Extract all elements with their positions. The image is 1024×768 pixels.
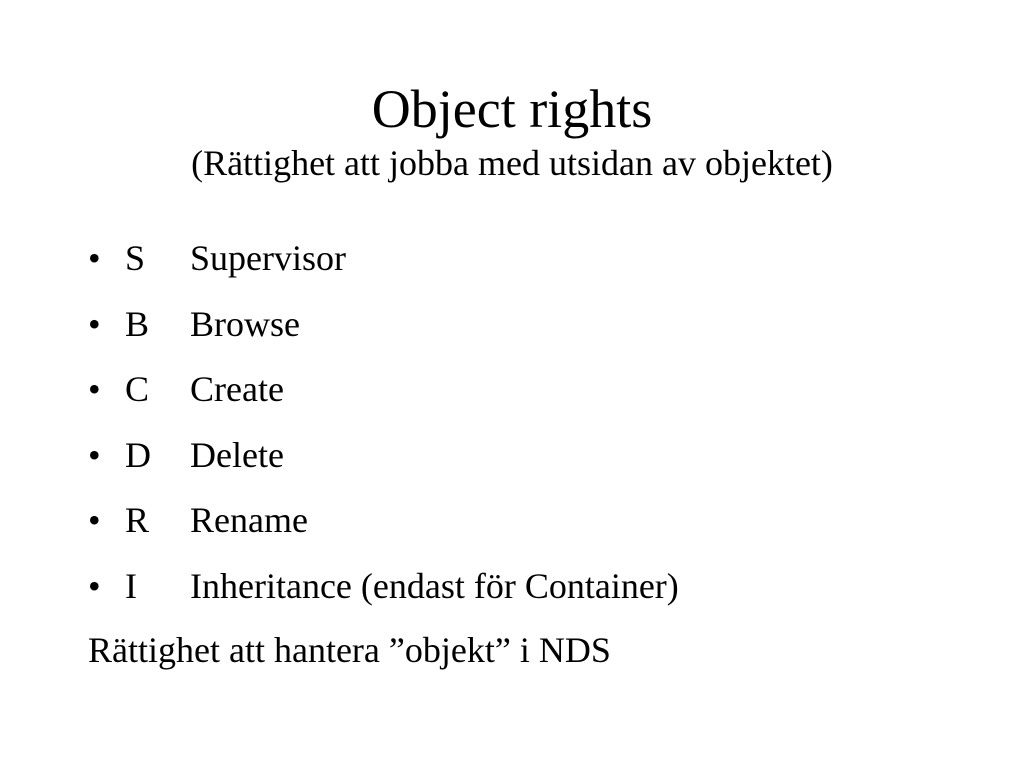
- right-label: Browse: [190, 303, 300, 344]
- title-block: [0, 78, 1024, 186]
- list-item-rename: [88, 494, 679, 560]
- bullet-icon: •: [88, 434, 101, 475]
- right-code: S: [125, 238, 146, 278]
- right-label: Inheritance (endast för Container): [190, 565, 679, 606]
- right-label: Supervisor: [190, 238, 346, 278]
- bullet-icon: •: [88, 369, 101, 409]
- slide-title: Object rights: [371, 79, 653, 139]
- right-label: Delete: [190, 434, 284, 475]
- rights-list: [88, 232, 679, 625]
- right-code: I: [125, 565, 137, 606]
- list-item-supervisor: [88, 232, 679, 298]
- bullet-icon: •: [88, 238, 101, 278]
- slide-subtitle: (Rättighet att jobba med utsidan av objektet): [191, 143, 833, 183]
- right-code: B: [125, 303, 150, 344]
- right-code: D: [125, 434, 151, 475]
- bullet-icon: •: [88, 565, 101, 606]
- bullet-icon: •: [88, 303, 101, 344]
- right-label: Create: [190, 369, 284, 409]
- right-code: R: [125, 500, 150, 540]
- right-code: C: [125, 369, 150, 409]
- footer-text: Rättighet att hantera ”objekt” i NDS: [88, 630, 611, 670]
- list-item-create: [88, 363, 679, 429]
- list-item-inheritance: [88, 560, 679, 626]
- list-item-delete: [88, 429, 679, 495]
- list-item-browse: [88, 298, 679, 364]
- right-label: Rename: [190, 500, 308, 540]
- bullet-icon: •: [88, 500, 101, 540]
